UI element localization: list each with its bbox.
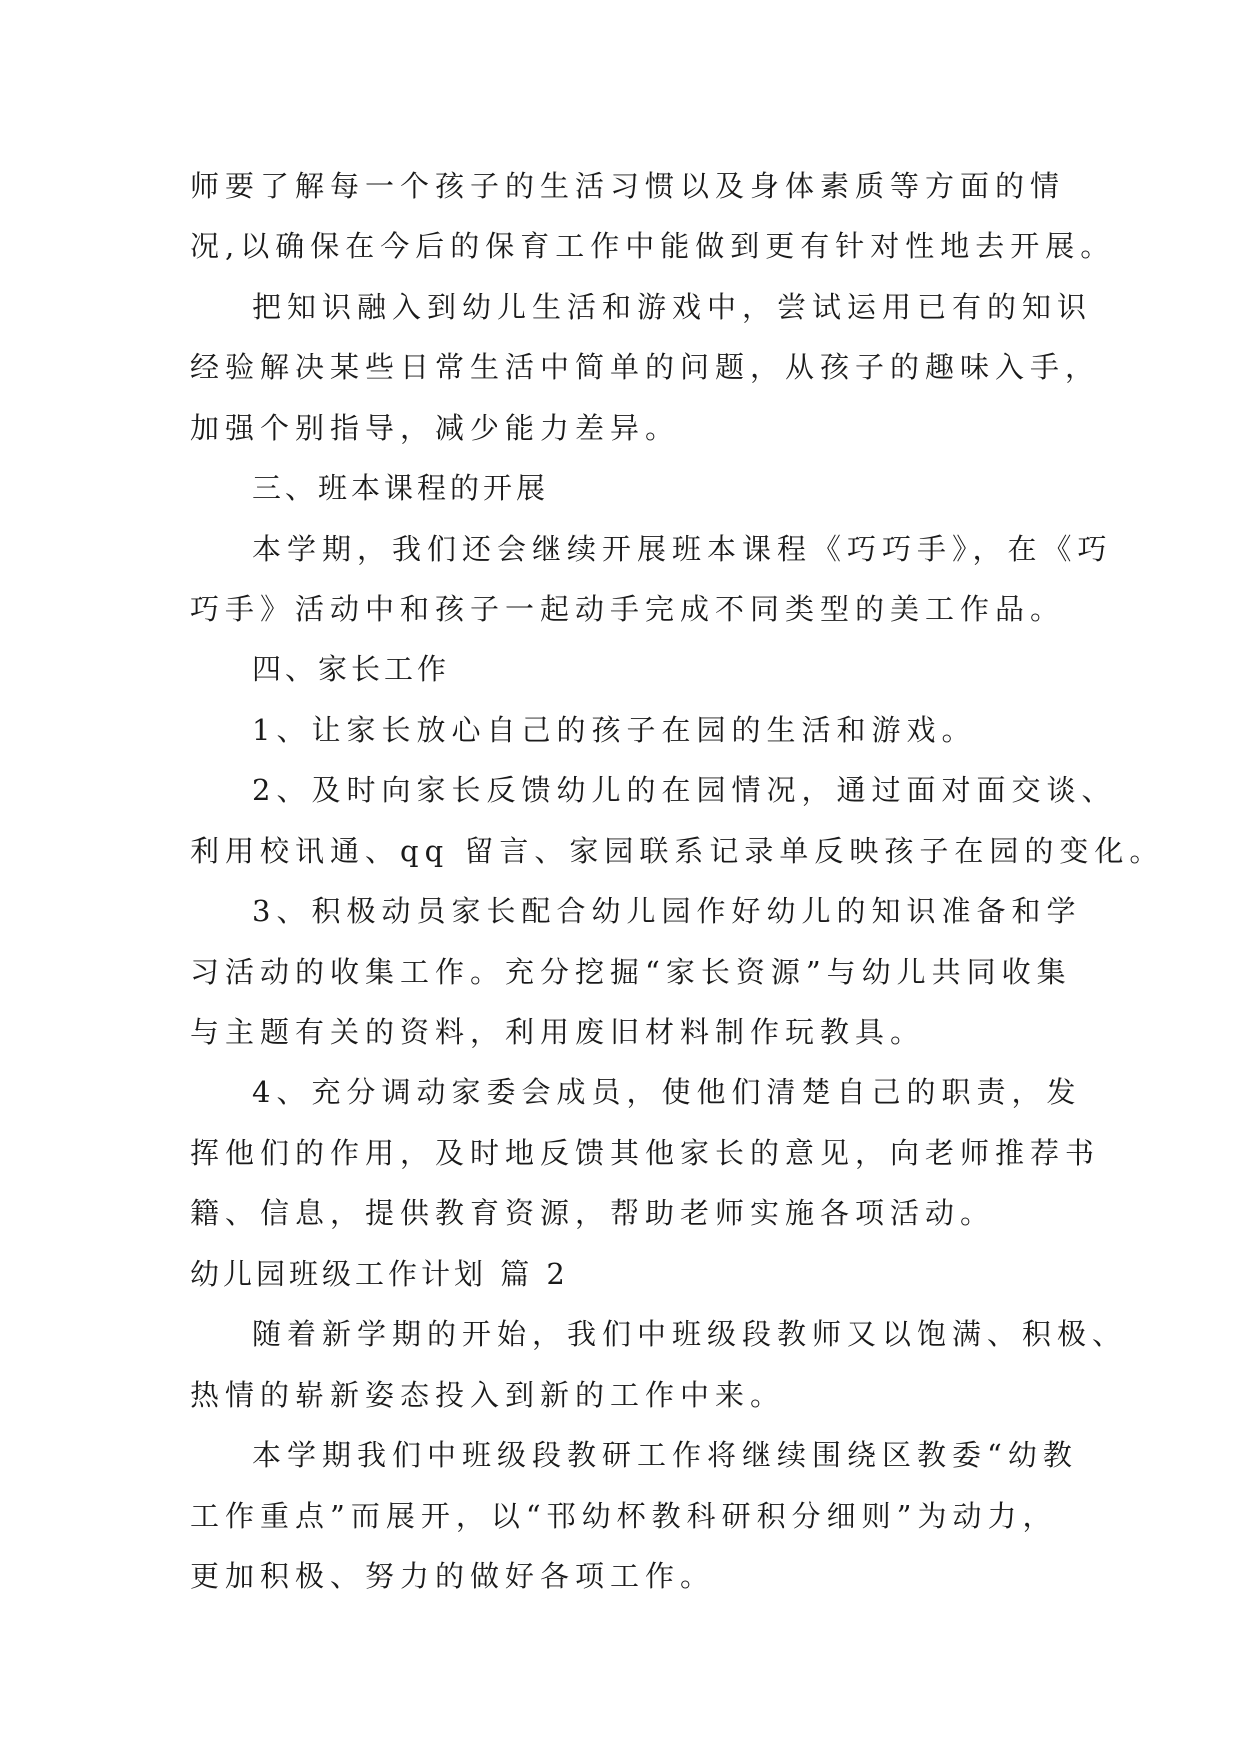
paragraph-line: 本学期我们中班级段教研工作将继续围绕区教委“幼教 [252,1438,1078,1472]
paragraph-line: 经验解决某些日常生活中简单的问题，从孩子的趣味入手， [190,350,1101,384]
paragraph-line: 本学期，我们还会继续开展班本课程《巧巧手》，在《巧 [252,532,1113,566]
article-title: 幼儿园班级工作计划 篇 2 [190,1257,569,1291]
paragraph-line: 巧手》活动中和孩子一起动手完成不同类型的美工作品。 [190,592,1066,626]
paragraph-line: 热情的崭新姿态投入到新的工作中来。 [190,1378,786,1412]
paragraph-line: 习活动的收集工作。充分挖掘“家长资源”与幼儿共同收集 [190,955,1072,989]
paragraph-line: 加强个别指导，减少能力差异。 [190,411,681,445]
paragraph-line: 师要了解每一个孩子的生活习惯以及身体素质等方面的情 [190,169,1066,203]
section-heading: 四、家长工作 [252,652,451,686]
paragraph-line: 利用校讯通、qq 留言、家园联系记录单反映孩子在园的变化。 [190,834,1165,868]
paragraph-line: 把知识融入到幼儿生活和游戏中，尝试运用已有的知识 [252,290,1093,324]
paragraph-line: 挥他们的作用，及时地反馈其他家长的意见，向老师推荐书 [190,1136,1101,1170]
paragraph-line: 况,以确保在今后的保育工作中能做到更有针对性地去开展。 [190,229,1116,263]
paragraph-line: 4、充分调动家委会成员，使他们清楚自己的职责，发 [252,1075,1082,1109]
paragraph-line: 工作重点”而展开，以“邗幼杯教科研积分细则”为动力， [190,1499,1058,1533]
paragraph-line: 与主题有关的资料，利用废旧材料制作玩教具。 [190,1015,926,1049]
paragraph-line: 更加积极、努力的做好各项工作。 [190,1559,716,1593]
paragraph-line: 3、积极动员家长配合幼儿园作好幼儿的知识准备和学 [252,894,1082,928]
paragraph-line: 籍、信息，提供教育资源，帮助老师实施各项活动。 [190,1196,996,1230]
paragraph-line: 1、让家长放心自己的孩子在园的生活和游戏。 [252,713,977,747]
section-heading: 三、班本课程的开展 [252,471,550,505]
paragraph-line: 2、及时向家长反馈幼儿的在园情况，通过面对面交谈、 [252,773,1117,807]
paragraph-line: 随着新学期的开始，我们中班级段教师又以饱满、积极、 [252,1317,1128,1351]
